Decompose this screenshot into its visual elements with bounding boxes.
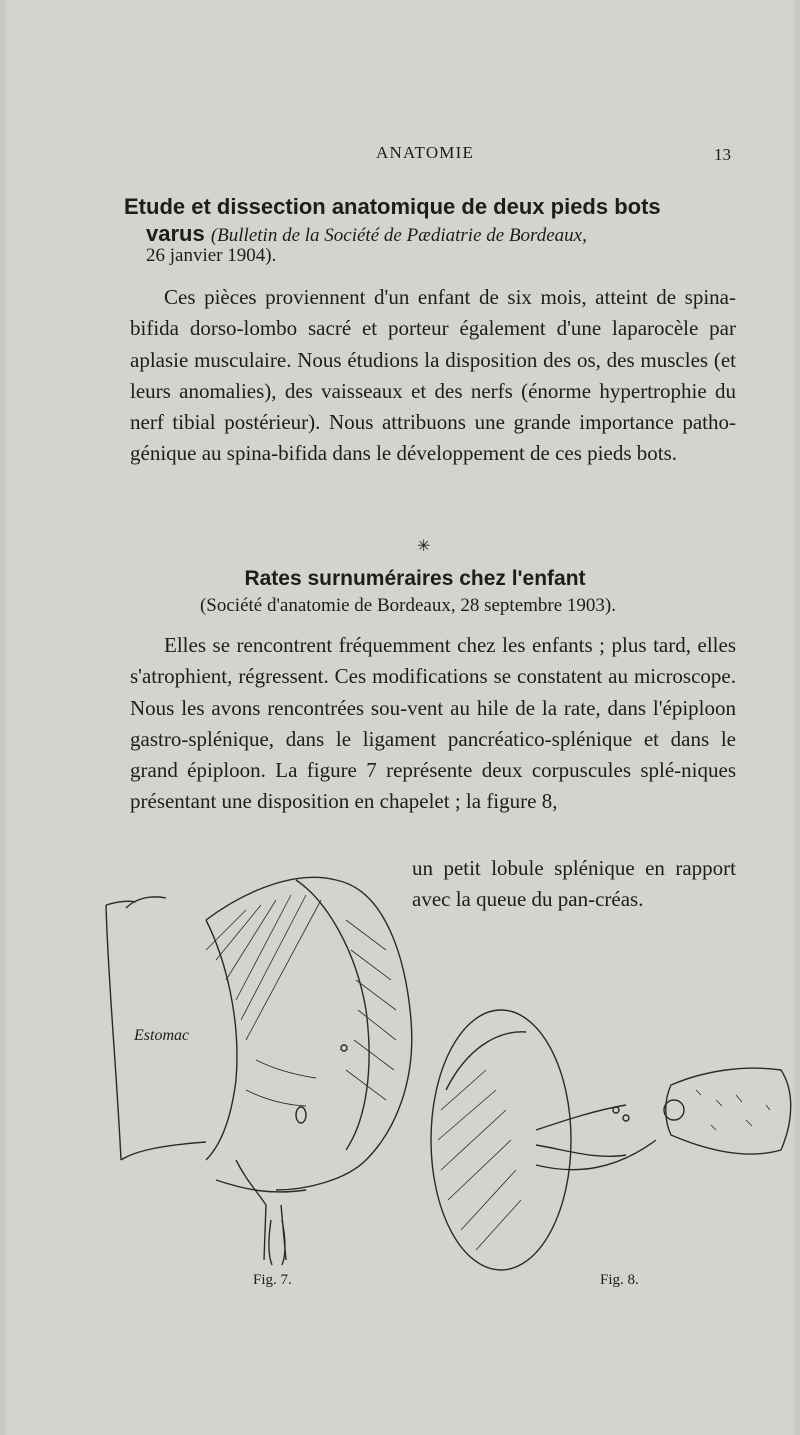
section-paragraph xyxy=(130,630,736,818)
article-reference: (Bulletin de la Société de Pædiatrie de Bordeaux, xyxy=(210,225,587,246)
page-number: 13 xyxy=(714,145,731,164)
article-title xyxy=(124,193,744,249)
article-reference-date: 26 janvier 1904). xyxy=(146,245,277,266)
section-paragraph-continued: un petit lobule splénique en rapport avec la queue du pan-créas. xyxy=(412,856,736,912)
section-paragraph-text: Elles se rencontrent fréquemment chez les enfants ; plus tard, elles s'atrophient, régressent. Ces modifications se constatent au microscope. Nous les avons rencontrées sou-vent au hile de la rate, dans l'épiploon gastro-splénique, dans le ligament pancréatico-splénique et dans le grand épiploon. La figure 7 représente deux corpuscules splé-niques présentant une disposition en chapelet ; la figure 8, xyxy=(130,633,736,814)
fig8-caption: Fig. 8. xyxy=(600,1272,639,1288)
page-header xyxy=(6,143,794,167)
fig7-stomach-label: Estomac xyxy=(134,1027,190,1044)
book-page xyxy=(6,0,794,1435)
article-paragraph-text: Ces pièces proviennent d'un enfant de six mois, atteint de spina-bifida dorso-lombo sacré et porteur également d'une laparocèle par aplasie musculaire. Nous étudions la disposition des os, des muscles (et leurs anomalies), des vaisseaux et des nerfs (énorme hypertrophie du nerf tibial postérieur). Nous attribuons une grande importance patho-génique au spina-bifida dans le développement de ces pieds bots. xyxy=(130,285,736,466)
article-paragraph xyxy=(130,282,736,470)
fig7-caption: Fig. 7. xyxy=(253,1272,292,1288)
fig8-illustration xyxy=(431,1010,791,1270)
fig7-illustration xyxy=(106,877,412,1265)
article-title-bold-word: varus xyxy=(146,221,205,246)
running-head: ANATOMIE xyxy=(376,143,475,162)
section-separator: ✳ xyxy=(417,538,431,555)
article-title-line1: Etude et dissection anatomique de deux pieds bots xyxy=(124,194,661,219)
section-title: Rates surnuméraires chez l'enfant xyxy=(244,567,586,590)
section-subtitle: (Société d'anatomie de Bordeaux, 28 septembre 1903). xyxy=(199,595,616,616)
anatomical-figures xyxy=(96,860,796,1280)
